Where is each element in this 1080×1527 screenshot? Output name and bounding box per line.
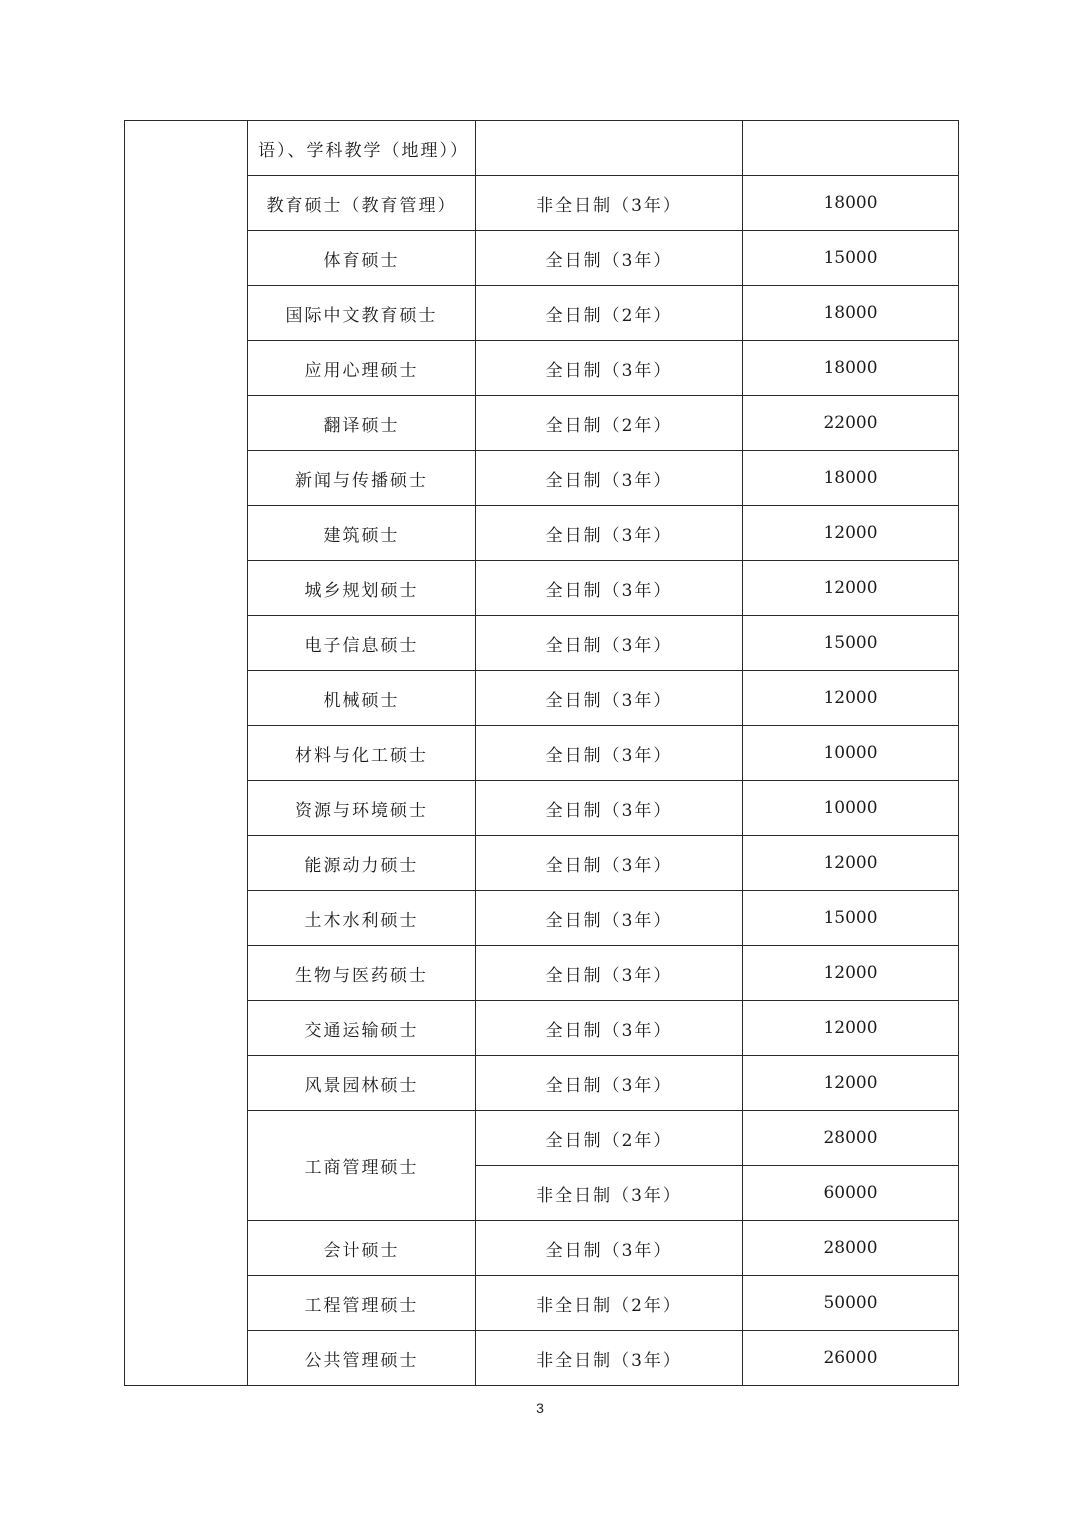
- tuition-fee-cell: 18000: [743, 176, 959, 231]
- study-mode-cell: 全日制（3年）: [476, 1001, 743, 1056]
- table-row: [125, 341, 959, 396]
- table-row: [125, 1221, 959, 1276]
- program-name-cell: 会计硕士: [248, 1221, 476, 1276]
- tuition-fee-cell: [743, 121, 959, 176]
- program-name-cell: 教育硕士（教育管理）: [248, 176, 476, 231]
- table-row: [125, 231, 959, 286]
- tuition-fee-cell: 12000: [743, 1056, 959, 1111]
- program-name-cell: 能源动力硕士: [248, 836, 476, 891]
- study-mode-cell: 全日制（3年）: [476, 451, 743, 506]
- table-row: [125, 1111, 959, 1166]
- program-name-cell: 风景园林硕士: [248, 1056, 476, 1111]
- study-mode-cell: 非全日制（3年）: [476, 1166, 743, 1221]
- table-row: [125, 671, 959, 726]
- tuition-fee-cell: 28000: [743, 1221, 959, 1276]
- program-name-cell: 交通运输硕士: [248, 1001, 476, 1056]
- tuition-fee-cell: 18000: [743, 341, 959, 396]
- tuition-fee-cell: 12000: [743, 506, 959, 561]
- page-number: 3: [536, 1400, 544, 1416]
- study-mode-cell: 全日制（3年）: [476, 726, 743, 781]
- tuition-table-body: [125, 121, 959, 1386]
- study-mode-cell: 全日制（3年）: [476, 231, 743, 286]
- table-row: [125, 506, 959, 561]
- table-row: [125, 836, 959, 891]
- program-name-cell: 翻译硕士: [248, 396, 476, 451]
- table-row: [125, 561, 959, 616]
- study-mode-cell: 全日制（3年）: [476, 781, 743, 836]
- table-row: [125, 1056, 959, 1111]
- study-mode-cell: 全日制（3年）: [476, 946, 743, 1001]
- program-name-cell: 土木水利硕士: [248, 891, 476, 946]
- table-row: [125, 286, 959, 341]
- program-name-cell: 应用心理硕士: [248, 341, 476, 396]
- table-row: [125, 781, 959, 836]
- table-row: [125, 176, 959, 231]
- study-mode-cell: 非全日制（3年）: [476, 176, 743, 231]
- study-mode-cell: 全日制（3年）: [476, 891, 743, 946]
- tuition-fee-cell: 10000: [743, 726, 959, 781]
- program-name-cell: 城乡规划硕士: [248, 561, 476, 616]
- table-row: [125, 891, 959, 946]
- tuition-fee-cell: 12000: [743, 946, 959, 1001]
- program-name-cell: 生物与医药硕士: [248, 946, 476, 1001]
- study-mode-cell: 全日制（3年）: [476, 671, 743, 726]
- tuition-fee-cell: 18000: [743, 286, 959, 341]
- program-name-cell: 机械硕士: [248, 671, 476, 726]
- program-name-cell: 电子信息硕士: [248, 616, 476, 671]
- study-mode-cell: 全日制（2年）: [476, 1111, 743, 1166]
- study-mode-cell: 全日制（3年）: [476, 506, 743, 561]
- study-mode-cell: 非全日制（3年）: [476, 1331, 743, 1386]
- tuition-fee-cell: 12000: [743, 836, 959, 891]
- study-mode-cell: 全日制（2年）: [476, 286, 743, 341]
- study-mode-cell: 全日制（3年）: [476, 561, 743, 616]
- program-name-cell: 公共管理硕士: [248, 1331, 476, 1386]
- table-row: [125, 1276, 959, 1331]
- table-row: [125, 726, 959, 781]
- study-mode-cell: 全日制（3年）: [476, 616, 743, 671]
- table-row: [125, 121, 959, 176]
- study-mode-cell: 全日制（2年）: [476, 396, 743, 451]
- program-name-cell: 国际中文教育硕士: [248, 286, 476, 341]
- table-row: [125, 451, 959, 506]
- study-mode-cell: 非全日制（2年）: [476, 1276, 743, 1331]
- tuition-fee-cell: 12000: [743, 671, 959, 726]
- program-name-cell: 资源与环境硕士: [248, 781, 476, 836]
- table-row: [125, 946, 959, 1001]
- program-name-cell: 材料与化工硕士: [248, 726, 476, 781]
- tuition-fee-cell: 60000: [743, 1166, 959, 1221]
- tuition-fee-cell: 28000: [743, 1111, 959, 1166]
- tuition-fee-cell: 18000: [743, 451, 959, 506]
- tuition-fee-cell: 15000: [743, 891, 959, 946]
- tuition-fee-cell: 12000: [743, 1001, 959, 1056]
- program-name-cell: 体育硕士: [248, 231, 476, 286]
- tuition-fee-cell: 22000: [743, 396, 959, 451]
- study-mode-cell: 全日制（3年）: [476, 1056, 743, 1111]
- tuition-fee-cell: 12000: [743, 561, 959, 616]
- table-row: [125, 616, 959, 671]
- table-row: [125, 1001, 959, 1056]
- program-name-cell: 语）、学科教学（地理））: [248, 121, 476, 176]
- tuition-fee-cell: 15000: [743, 231, 959, 286]
- program-name-cell: 建筑硕士: [248, 506, 476, 561]
- tuition-table: [124, 120, 959, 1386]
- table-row: [125, 396, 959, 451]
- tuition-fee-cell: 50000: [743, 1276, 959, 1331]
- tuition-fee-cell: 15000: [743, 616, 959, 671]
- program-name-cell: 工程管理硕士: [248, 1276, 476, 1331]
- tuition-fee-cell: 26000: [743, 1331, 959, 1386]
- category-cell: [125, 121, 248, 1386]
- study-mode-cell: 全日制（3年）: [476, 836, 743, 891]
- table-row: [125, 1331, 959, 1386]
- study-mode-cell: [476, 121, 743, 176]
- program-name-cell: 新闻与传播硕士: [248, 451, 476, 506]
- study-mode-cell: 全日制（3年）: [476, 1221, 743, 1276]
- tuition-fee-cell: 10000: [743, 781, 959, 836]
- program-name-cell: 工商管理硕士: [248, 1111, 476, 1221]
- study-mode-cell: 全日制（3年）: [476, 341, 743, 396]
